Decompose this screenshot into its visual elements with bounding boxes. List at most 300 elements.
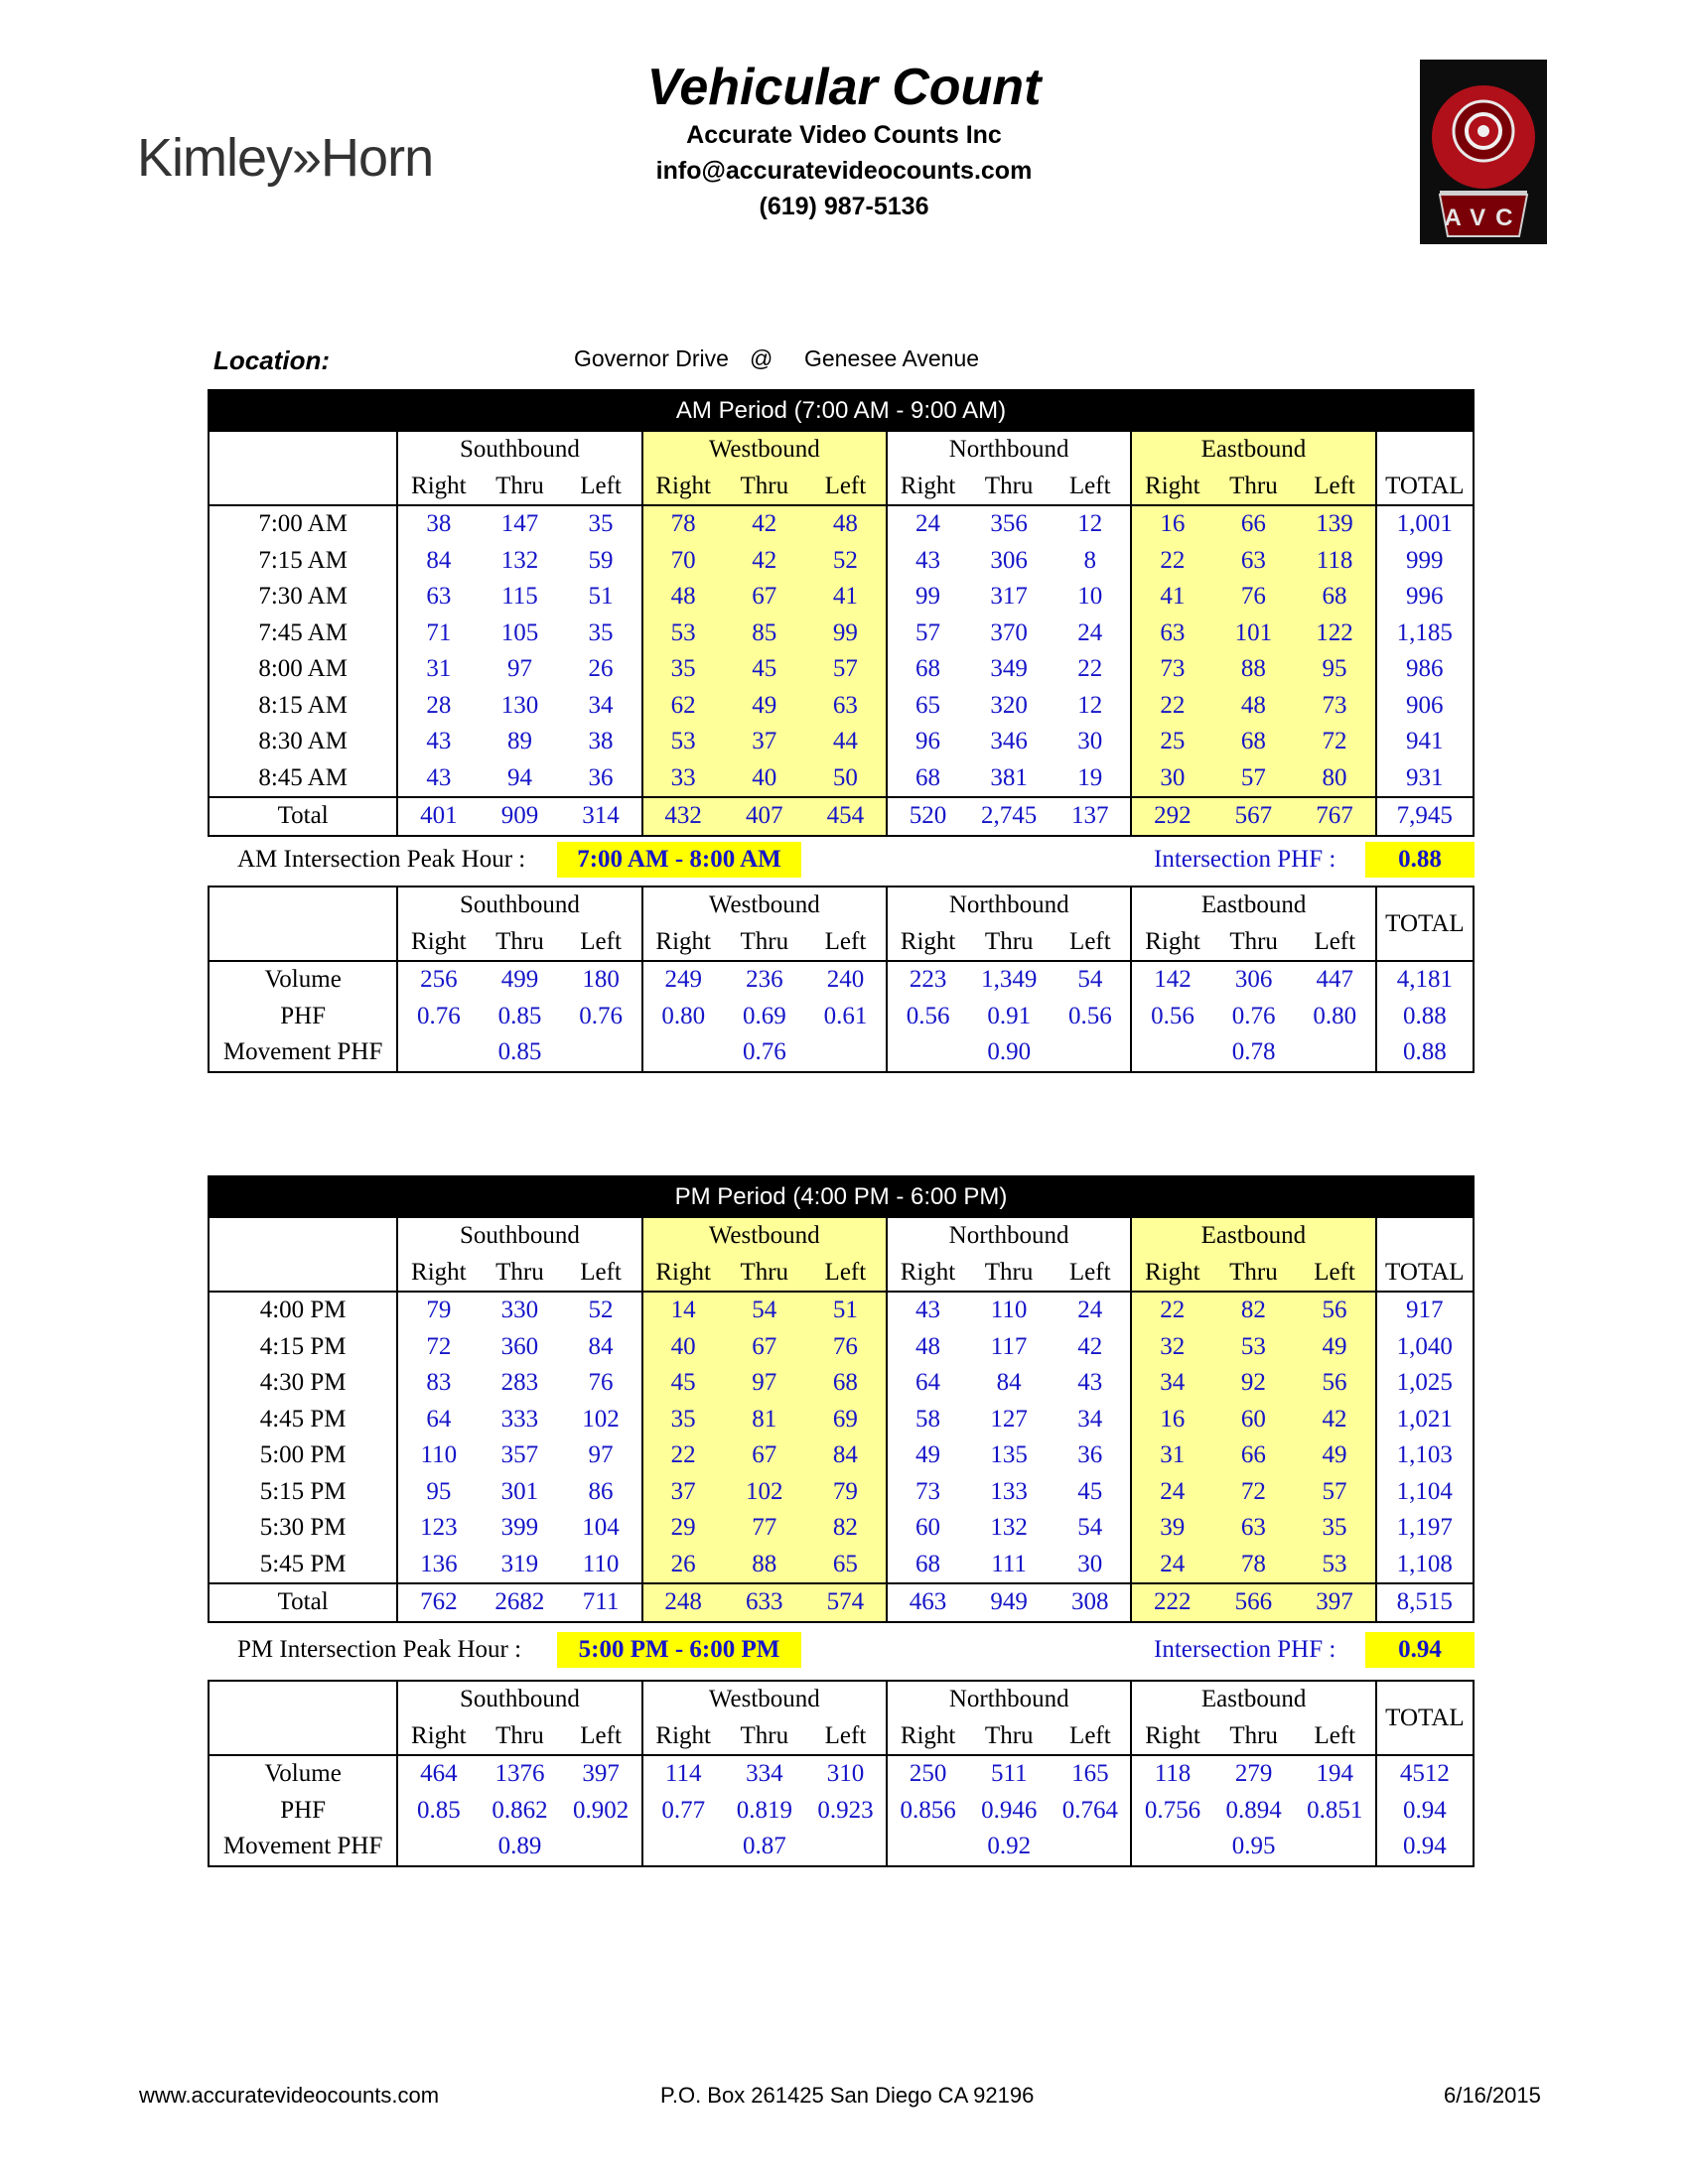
- pm-count-cell: 95: [397, 1474, 479, 1511]
- am-summary-movement-header: Left: [561, 924, 642, 962]
- pm-movement-header: Right: [1131, 1255, 1212, 1293]
- pm-corner: [209, 1217, 397, 1255]
- am-count-cell: 85: [724, 615, 805, 652]
- pm-movement-header: Right: [887, 1255, 968, 1293]
- pm-count-cell: 110: [582, 1550, 620, 1577]
- pm-total-cell: 633: [724, 1583, 805, 1622]
- pm-phf-cell: 0.85: [397, 1793, 479, 1830]
- am-count-cell: 80: [1294, 760, 1375, 798]
- pm-intersection-phf-label: Intersection PHF :: [1154, 1636, 1336, 1663]
- am-total-cell: 292: [1131, 797, 1212, 836]
- pm-row-total: 1,025: [1376, 1365, 1474, 1402]
- am-summary-movement-header: Right: [642, 924, 724, 962]
- am-count-cell: 35: [588, 618, 614, 646]
- am-movement-header: Thru: [1212, 469, 1294, 506]
- pm-total-cell: 566: [1212, 1583, 1294, 1622]
- am-count-cell: 381: [990, 763, 1028, 791]
- footer-date: 6/16/2015: [1444, 2083, 1541, 2108]
- pm-phf-label: PHF: [209, 1793, 397, 1830]
- am-phf-cell: 0.76: [397, 999, 479, 1035]
- am-movement-header: Left: [1294, 469, 1375, 506]
- pm-count-cell: 79: [397, 1292, 479, 1329]
- pm-peak-line: [208, 1632, 1475, 1668]
- pm-summary-corner-lower: [209, 1718, 397, 1756]
- pm-summary-direction-header: Westbound: [642, 1681, 887, 1718]
- pm-movement-header: Right: [642, 1255, 724, 1293]
- pm-summary-movement-header: Thru: [968, 1718, 1050, 1756]
- am-count-cell: 53: [642, 724, 724, 760]
- am-movement-phf-cell: 0.85: [397, 1034, 641, 1072]
- am-summary-movement-header: Right: [1131, 924, 1212, 962]
- am-summary-movement-header: Left: [805, 924, 887, 962]
- am-count-cell: 73: [1131, 651, 1212, 688]
- pm-count-cell: 82: [805, 1510, 887, 1547]
- pm-summary-movement-header: Left: [1295, 1718, 1376, 1756]
- pm-row-time: 4:15 PM: [209, 1329, 397, 1366]
- pm-row-time: 5:30 PM: [209, 1510, 397, 1547]
- pm-peak-hour-label: PM Intersection Peak Hour :: [237, 1636, 522, 1663]
- am-movement-phf-cell: 0.90: [887, 1034, 1131, 1072]
- pm-movement-header: Right: [397, 1255, 479, 1293]
- pm-count-cell: 132: [990, 1514, 1028, 1542]
- pm-count-cell: 73: [887, 1474, 968, 1511]
- am-movement-header: Thru: [968, 469, 1050, 506]
- company-name: Accurate Video Counts Inc: [686, 121, 1002, 149]
- pm-count-cell: 84: [996, 1369, 1022, 1397]
- am-count-cell: 50: [805, 760, 887, 798]
- am-count-cell: 89: [506, 728, 532, 755]
- pm-volume-cell: 279: [1234, 1760, 1273, 1788]
- am-row-time: 8:30 AM: [209, 724, 397, 760]
- am-peak-line: [208, 842, 1475, 878]
- pm-count-cell: 53: [1294, 1547, 1375, 1584]
- pm-count-cell: 283: [500, 1369, 539, 1397]
- am-summary-movement-header: Left: [1050, 924, 1131, 962]
- am-row-time: 8:00 AM: [209, 651, 397, 688]
- pm-count-cell: 97: [588, 1441, 614, 1469]
- am-direction-header: Southbound: [397, 431, 641, 469]
- pm-summary-movement-header: Thru: [479, 1718, 560, 1756]
- am-row-time: 7:30 AM: [209, 579, 397, 615]
- am-direction-header: Northbound: [887, 431, 1131, 469]
- am-count-cell: 59: [588, 546, 614, 574]
- am-count-cell: 68: [887, 651, 968, 688]
- am-count-cell: 66: [1212, 505, 1294, 543]
- pm-count-cell: 54: [1077, 1514, 1103, 1542]
- pm-count-cell: 53: [1212, 1329, 1294, 1366]
- am-movement-header: Right: [887, 469, 968, 506]
- pm-volume-label: Volume: [209, 1755, 397, 1793]
- am-row-time: 7:15 AM: [209, 543, 397, 580]
- pm-count-cell: 35: [1294, 1510, 1375, 1547]
- pm-row-time: 4:00 PM: [209, 1292, 397, 1329]
- pm-count-cell: 58: [887, 1402, 968, 1438]
- pm-count-cell: 56: [1294, 1365, 1375, 1402]
- am-count-cell: 45: [724, 651, 805, 688]
- pm-row-total: 1,103: [1376, 1437, 1474, 1474]
- pm-count-cell: 54: [724, 1292, 805, 1329]
- am-count-cell: 57: [1212, 760, 1294, 798]
- am-phf-cell: 0.80: [642, 999, 724, 1035]
- pm-count-cell: 49: [1294, 1329, 1375, 1366]
- am-count-cell: 43: [887, 543, 968, 580]
- pm-count-cell: 30: [1077, 1550, 1103, 1577]
- pm-count-cell: 84: [805, 1437, 887, 1474]
- pm-volume-cell: 118: [1131, 1755, 1212, 1793]
- location-street-1: Governor Drive: [574, 345, 729, 371]
- pm-count-cell: 399: [500, 1514, 539, 1542]
- am-phf-cell: 0.80: [1313, 1002, 1357, 1029]
- pm-count-cell: 68: [805, 1365, 887, 1402]
- pm-direction-header: Southbound: [397, 1217, 641, 1255]
- am-volume-cell: 142: [1131, 961, 1212, 999]
- am-count-cell: 48: [642, 579, 724, 615]
- pm-count-cell: 49: [1294, 1437, 1375, 1474]
- pm-row-time: 4:30 PM: [209, 1365, 397, 1402]
- am-corner-lower: [209, 469, 397, 506]
- pm-count-cell: 24: [1131, 1474, 1212, 1511]
- am-count-cell: 76: [1212, 579, 1294, 615]
- am-count-cell: 320: [990, 691, 1028, 719]
- avc-logo-text: AVC: [1444, 205, 1523, 231]
- am-count-cell: 22: [1077, 655, 1103, 683]
- am-summary-corner-lower: [209, 924, 397, 962]
- pm-count-cell: 31: [1131, 1437, 1212, 1474]
- pm-phf-cell: 0.756: [1131, 1793, 1212, 1830]
- pm-count-cell: 319: [500, 1550, 539, 1577]
- pm-total-header: TOTAL: [1376, 1255, 1474, 1293]
- pm-count-cell: 66: [1212, 1437, 1294, 1474]
- pm-phf-cell: 0.902: [572, 1796, 630, 1824]
- pm-volume-cell: 511: [990, 1760, 1028, 1788]
- pm-count-cell: 78: [1212, 1547, 1294, 1584]
- pm-count-cell: 333: [500, 1405, 539, 1433]
- am-direction-header: Westbound: [642, 431, 887, 469]
- am-count-cell: 99: [887, 579, 968, 615]
- am-row-total: 941: [1376, 724, 1474, 760]
- am-count-cell: 101: [1212, 615, 1294, 652]
- am-count-cell: 65: [887, 688, 968, 725]
- am-summary-movement-header: Thru: [968, 924, 1050, 962]
- am-count-cell: 356: [990, 510, 1028, 538]
- pm-count-cell: 40: [642, 1329, 724, 1366]
- pm-count-cell: 82: [1212, 1292, 1294, 1329]
- am-phf-cell: 0.61: [823, 1002, 868, 1029]
- am-count-cell: 48: [805, 505, 887, 543]
- pm-count-cell: 104: [582, 1514, 620, 1542]
- pm-count-cell: 64: [397, 1402, 479, 1438]
- am-movement-header: Right: [1131, 469, 1212, 506]
- pm-volume-cell: 165: [1071, 1760, 1109, 1788]
- pm-count-cell: 102: [582, 1405, 620, 1433]
- am-count-cell: 370: [990, 618, 1028, 646]
- am-count-cell: 53: [642, 615, 724, 652]
- am-direction-header: Eastbound: [1131, 431, 1375, 469]
- am-summary-corner: [209, 887, 397, 924]
- am-period-title: AM Period (7:00 AM - 9:00 AM): [209, 390, 1474, 431]
- am-row-total: 986: [1376, 651, 1474, 688]
- pm-count-cell: 79: [805, 1474, 887, 1511]
- pm-volume-cell: 464: [397, 1755, 479, 1793]
- pm-movement-header: Left: [805, 1255, 887, 1293]
- am-peak-summary-table: [208, 886, 1475, 1073]
- am-count-cell: 41: [1131, 579, 1212, 615]
- pm-movement-phf-cell: 0.89: [397, 1829, 641, 1866]
- pm-row-time: 5:00 PM: [209, 1437, 397, 1474]
- pm-count-cell: 67: [724, 1437, 805, 1474]
- am-count-cell: 12: [1077, 691, 1103, 719]
- am-volume-cell: 447: [1316, 966, 1353, 994]
- pm-total-cell: 397: [1294, 1583, 1375, 1622]
- am-row-total: 906: [1376, 688, 1474, 725]
- pm-count-cell: 69: [805, 1402, 887, 1438]
- pm-count-cell: 135: [990, 1441, 1028, 1469]
- am-count-cell: 96: [887, 724, 968, 760]
- am-volume-total: 4,181: [1376, 961, 1474, 999]
- pm-summary-movement-header: Thru: [1213, 1718, 1295, 1756]
- pm-summary-movement-header: Right: [887, 1718, 968, 1756]
- am-count-cell: 49: [724, 688, 805, 725]
- pm-volume-cell: 397: [582, 1760, 620, 1788]
- pm-count-cell: 60: [1212, 1402, 1294, 1438]
- pm-total-cell: 574: [805, 1583, 887, 1622]
- pm-intersection-phf-value: 0.94: [1365, 1632, 1475, 1668]
- am-total-cell: 137: [1050, 797, 1131, 836]
- pm-corner-lower: [209, 1255, 397, 1293]
- company-email: info@accuratevideocounts.com: [655, 157, 1033, 185]
- am-row-time: 7:00 AM: [209, 505, 397, 543]
- am-count-cell: 139: [1294, 505, 1375, 543]
- pm-count-cell: 34: [1077, 1405, 1103, 1433]
- am-volume-cell: 180: [582, 966, 620, 994]
- am-count-cell: 62: [642, 688, 724, 725]
- am-count-cell: 68: [887, 760, 968, 798]
- am-count-cell: 35: [642, 651, 724, 688]
- pm-movement-phf-label: Movement PHF: [209, 1829, 397, 1866]
- pm-count-cell: 111: [991, 1550, 1027, 1577]
- am-volume-cell: 499: [500, 966, 539, 994]
- pm-count-cell: 43: [887, 1292, 968, 1329]
- am-total-cell: 401: [397, 797, 479, 836]
- am-peak-hour-label: AM Intersection Peak Hour :: [237, 846, 526, 873]
- pm-phf-cell: 0.819: [736, 1796, 792, 1824]
- pm-count-cell: 45: [1077, 1477, 1103, 1505]
- pm-count-cell: 65: [805, 1547, 887, 1584]
- pm-count-cell: 117: [990, 1332, 1028, 1360]
- am-count-cell: 63: [397, 579, 479, 615]
- pm-count-cell: 51: [805, 1292, 887, 1329]
- am-count-cell: 38: [588, 728, 614, 755]
- pm-movement-header: Thru: [1212, 1255, 1294, 1293]
- pm-count-cell: 97: [724, 1365, 805, 1402]
- pm-row-total: 1,108: [1376, 1547, 1474, 1584]
- am-intersection-phf-label: Intersection PHF :: [1154, 846, 1336, 873]
- pm-count-cell: 92: [1212, 1365, 1294, 1402]
- pm-count-cell: 133: [990, 1477, 1028, 1505]
- pm-summary-movement-header: Left: [561, 1718, 642, 1756]
- am-count-cell: 73: [1294, 688, 1375, 725]
- am-movement-header: Left: [561, 469, 642, 506]
- pm-volume-cell: 1376: [494, 1760, 545, 1788]
- am-count-cell: 57: [805, 651, 887, 688]
- pm-count-cell: 357: [500, 1441, 539, 1469]
- am-phf-total: 0.88: [1376, 999, 1474, 1035]
- am-phf-cell: 0.91: [987, 1002, 1032, 1029]
- pm-phf-cell: 0.946: [981, 1796, 1038, 1824]
- am-count-cell: 68: [1294, 579, 1375, 615]
- pm-direction-header: Eastbound: [1131, 1217, 1375, 1255]
- am-total-cell: 567: [1212, 797, 1294, 836]
- am-count-cell: 88: [1212, 651, 1294, 688]
- pm-phf-cell: 0.856: [887, 1793, 968, 1830]
- pm-row-time: 5:45 PM: [209, 1547, 397, 1584]
- am-count-cell: 33: [642, 760, 724, 798]
- pm-count-cell: 34: [1131, 1365, 1212, 1402]
- pm-count-cell: 88: [724, 1547, 805, 1584]
- am-summary-movement-header: Thru: [479, 924, 560, 962]
- am-count-cell: 349: [990, 655, 1028, 683]
- pm-summary-movement-header: Right: [397, 1718, 479, 1756]
- pm-phf-cell: 0.894: [1225, 1796, 1282, 1824]
- am-row-total: 1,185: [1376, 615, 1474, 652]
- pm-count-cell: 29: [642, 1510, 724, 1547]
- am-count-cell: 118: [1294, 543, 1375, 580]
- pm-count-cell: 84: [588, 1332, 614, 1360]
- location-at-symbol: @: [750, 345, 773, 371]
- pm-count-cell: 63: [1212, 1510, 1294, 1547]
- am-row-total: 996: [1376, 579, 1474, 615]
- am-total-cell: 520: [887, 797, 968, 836]
- am-count-cell: 63: [1212, 543, 1294, 580]
- am-count-cell: 84: [397, 543, 479, 580]
- am-movement-header: Left: [805, 469, 887, 506]
- am-summary-movement-header: Left: [1295, 924, 1376, 962]
- am-movement-header: Left: [1050, 469, 1131, 506]
- pm-count-cell: 35: [642, 1402, 724, 1438]
- am-peak-hour-value: 7:00 AM - 8:00 AM: [557, 842, 801, 878]
- pm-row-time: 5:15 PM: [209, 1474, 397, 1511]
- am-movement-header: Right: [642, 469, 724, 506]
- am-count-cell: 30: [1131, 760, 1212, 798]
- pm-count-cell: 26: [642, 1547, 724, 1584]
- am-count-cell: 346: [990, 728, 1028, 755]
- pm-phf-cell: 0.851: [1307, 1796, 1363, 1824]
- am-count-cell: 72: [1294, 724, 1375, 760]
- am-count-cell: 78: [642, 505, 724, 543]
- am-phf-cell: 0.85: [497, 1002, 542, 1029]
- pm-summary-movement-header: Left: [805, 1718, 887, 1756]
- am-count-cell: 22: [1131, 543, 1212, 580]
- pm-movement-header: Left: [1294, 1255, 1375, 1293]
- am-count-cell: 38: [397, 505, 479, 543]
- footer-address: P.O. Box 261425 San Diego CA 92196: [660, 2083, 1035, 2108]
- pm-count-cell: 76: [805, 1329, 887, 1366]
- am-summary-total-header: TOTAL: [1376, 887, 1474, 961]
- am-count-cell: 67: [724, 579, 805, 615]
- pm-count-cell: 123: [397, 1510, 479, 1547]
- pm-period-title: PM Period (4:00 PM - 6:00 PM): [209, 1176, 1474, 1217]
- am-volume-cell: 256: [397, 961, 479, 999]
- pm-total-cell: 2682: [479, 1583, 560, 1622]
- am-count-cell: 28: [397, 688, 479, 725]
- am-summary-direction-header: Eastbound: [1131, 887, 1375, 924]
- am-phf-cell: 0.56: [887, 999, 968, 1035]
- pm-summary-direction-header: Eastbound: [1131, 1681, 1375, 1718]
- am-grand-total: 7,945: [1376, 797, 1474, 836]
- am-count-cell: 63: [1131, 615, 1212, 652]
- am-phf-cell: 0.76: [1231, 1002, 1276, 1029]
- pm-grand-total: 8,515: [1376, 1583, 1474, 1622]
- am-count-cell: 99: [805, 615, 887, 652]
- am-total-label: Total: [209, 797, 397, 836]
- pm-count-cell: 14: [642, 1292, 724, 1329]
- pm-total-cell: 308: [1050, 1583, 1131, 1622]
- am-row-total: 1,001: [1376, 505, 1474, 543]
- am-summary-direction-header: Northbound: [887, 887, 1131, 924]
- pm-count-cell: 42: [1077, 1332, 1103, 1360]
- am-count-cell: 16: [1131, 505, 1212, 543]
- am-count-cell: 94: [506, 763, 532, 791]
- pm-summary-direction-header: Northbound: [887, 1681, 1131, 1718]
- pm-count-cell: 77: [724, 1510, 805, 1547]
- am-phf-cell: 0.56: [1131, 999, 1212, 1035]
- pm-count-cell: 57: [1294, 1474, 1375, 1511]
- pm-count-cell: 32: [1131, 1329, 1212, 1366]
- am-count-cell: 24: [887, 505, 968, 543]
- am-count-cell: 35: [588, 510, 614, 538]
- am-total-cell: 407: [724, 797, 805, 836]
- am-movement-header: Thru: [724, 469, 805, 506]
- am-count-table: [208, 389, 1475, 837]
- am-count-cell: 30: [1077, 728, 1103, 755]
- pm-row-total: 1,040: [1376, 1329, 1474, 1366]
- am-count-cell: 41: [805, 579, 887, 615]
- am-count-cell: 8: [1083, 546, 1096, 574]
- am-volume-cell: 54: [1077, 966, 1103, 994]
- pm-direction-header: Northbound: [887, 1217, 1131, 1255]
- pm-movement-header: Thru: [724, 1255, 805, 1293]
- pm-count-cell: 72: [397, 1329, 479, 1366]
- am-total-cell: 909: [479, 797, 560, 836]
- pm-movement-header: Thru: [968, 1255, 1050, 1293]
- am-volume-cell: 249: [642, 961, 724, 999]
- pm-total-cell: 463: [887, 1583, 968, 1622]
- pm-volume-cell: 250: [887, 1755, 968, 1793]
- am-movement-header: Thru: [479, 469, 560, 506]
- am-movement-phf-label: Movement PHF: [209, 1034, 397, 1072]
- am-count-cell: 19: [1077, 763, 1103, 791]
- pm-count-cell: 110: [990, 1297, 1028, 1324]
- pm-total-cell: 248: [642, 1583, 724, 1622]
- am-count-cell: 57: [887, 615, 968, 652]
- am-total-cell: 454: [805, 797, 887, 836]
- am-total-cell: 314: [561, 797, 642, 836]
- pm-count-cell: 24: [1077, 1297, 1103, 1324]
- am-count-cell: 317: [990, 583, 1028, 611]
- pm-movement-phf-cell: 0.87: [642, 1829, 887, 1866]
- am-count-cell: 24: [1077, 618, 1103, 646]
- am-count-cell: 97: [506, 655, 532, 683]
- pm-count-cell: 43: [1077, 1369, 1103, 1397]
- company-phone: (619) 987-5136: [759, 193, 929, 220]
- pm-row-time: 4:45 PM: [209, 1402, 397, 1438]
- am-count-cell: 43: [397, 724, 479, 760]
- am-phf-cell: 0.76: [579, 1002, 623, 1029]
- am-count-cell: 71: [397, 615, 479, 652]
- am-count-cell: 63: [805, 688, 887, 725]
- am-summary-movement-header: Thru: [724, 924, 805, 962]
- am-row-time: 8:15 AM: [209, 688, 397, 725]
